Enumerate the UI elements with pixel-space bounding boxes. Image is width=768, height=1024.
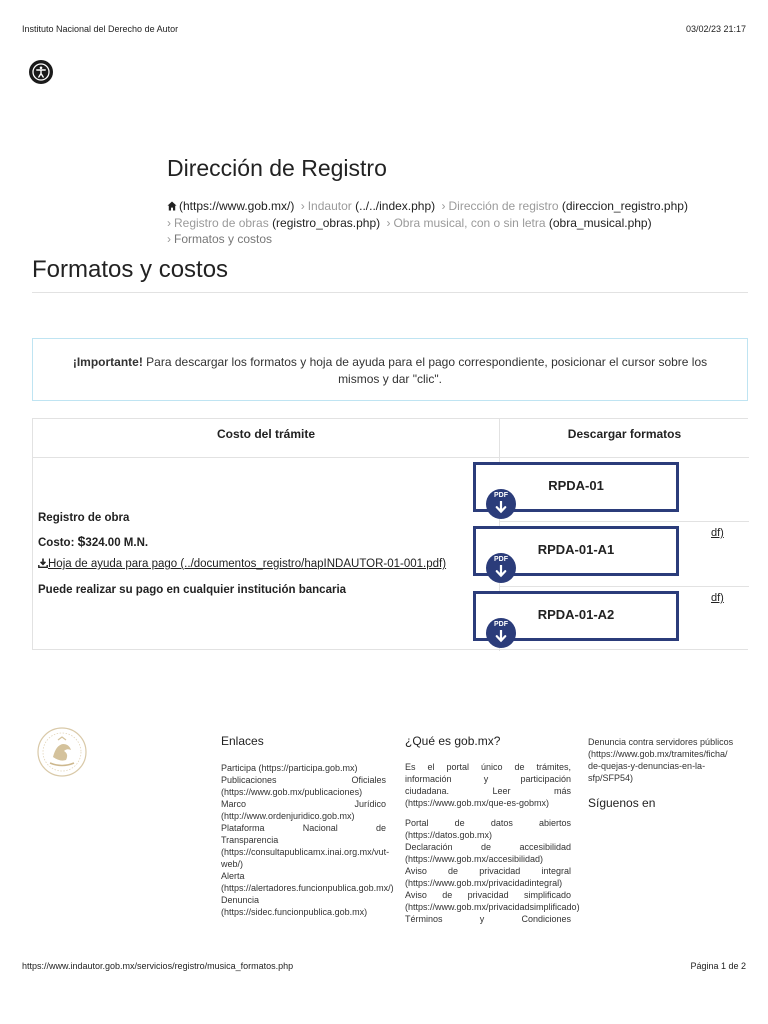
footer-link-privacidad-simplificado[interactable]: Aviso de privacidad simplificado bbox=[405, 890, 571, 900]
download-icon bbox=[38, 558, 48, 568]
footer-link-plataforma[interactable]: Plataforma Nacional de bbox=[221, 823, 386, 833]
breadcrumb-item-indautor[interactable]: Indautor bbox=[307, 199, 352, 213]
footer-about-text: información y participación bbox=[405, 774, 571, 784]
footer-link-url[interactable]: (https://www.gob.mx/accesibilidad) bbox=[405, 854, 544, 864]
footer-link-plataforma-2[interactable]: Transparencia bbox=[221, 835, 279, 845]
print-header bbox=[22, 24, 746, 34]
cost-symbol: $ bbox=[77, 533, 86, 549]
footer-link-privacidad-integral[interactable]: Aviso de privacidad integral bbox=[405, 866, 571, 876]
footer-link-datos[interactable]: Portal de datos abiertos bbox=[405, 818, 571, 828]
section-title: Dirección de Registro bbox=[167, 155, 387, 181]
pdf-download-icon bbox=[486, 489, 516, 519]
link-overflow-text[interactable]: df) bbox=[711, 527, 724, 539]
footer-links bbox=[221, 762, 394, 918]
footer-about-url[interactable]: (https://www.gob.mx/que-es-gobmx) bbox=[405, 798, 550, 808]
arrow-down-icon bbox=[495, 630, 507, 643]
table-header-divider bbox=[33, 457, 749, 458]
footer-about-text: Es el portal único de trámites, bbox=[405, 762, 571, 772]
footer-complaints bbox=[588, 736, 748, 784]
footer-complaint-url[interactable]: sfp/SFP54) bbox=[588, 773, 634, 783]
breadcrumb bbox=[167, 198, 747, 248]
cost-amount bbox=[77, 533, 149, 549]
home-icon[interactable] bbox=[167, 201, 177, 211]
alert-text: Para descargar los formatos y hoja de ayuda para el pago correspondiente, posicionar el cursor sobre los mismos y dar "clic". bbox=[142, 355, 708, 386]
footer-link-url[interactable]: (https://alertadores.funcionpublica.gob.mx/) bbox=[221, 883, 394, 893]
format-label: RPDA-01-A2 bbox=[537, 607, 615, 622]
format-button-rpda-01-a2[interactable] bbox=[473, 591, 679, 641]
pdf-badge-text: PDF bbox=[494, 621, 508, 628]
footer-follow-heading: Síguenos en bbox=[588, 796, 656, 810]
row-divider bbox=[500, 521, 749, 522]
chevron-right-icon: › bbox=[441, 199, 446, 213]
payment-note: Puede realizar su pago en cualquier institución bancaria bbox=[38, 584, 347, 596]
important-alert bbox=[32, 338, 748, 401]
breadcrumb-url[interactable]: (../../index.php) bbox=[355, 199, 436, 213]
row-divider bbox=[500, 586, 749, 587]
breadcrumb-item-direccion[interactable]: Dirección de registro bbox=[448, 199, 559, 213]
breadcrumb-item-registro-obras[interactable]: Registro de obras bbox=[174, 215, 269, 230]
footer-link-denuncia[interactable]: Denuncia bbox=[221, 895, 260, 905]
mexico-seal-logo bbox=[36, 726, 88, 778]
pdf-download-icon bbox=[486, 618, 516, 648]
table-header-cost: Costo del trámite bbox=[216, 427, 315, 441]
breadcrumb-home-url[interactable]: (https://www.gob.mx/) bbox=[179, 199, 295, 213]
accessibility-icon bbox=[32, 63, 50, 81]
pdf-badge-text: PDF bbox=[494, 492, 508, 499]
print-url: https://www.indautor.gob.mx/servicios/registro/musica_formatos.php bbox=[22, 961, 294, 971]
footer-link-url[interactable]: (https://www.gob.mx/publicaciones) bbox=[221, 787, 363, 797]
print-datetime: 03/02/23 21:17 bbox=[685, 24, 746, 34]
footer-link-publicaciones[interactable]: Publicaciones Oficiales bbox=[221, 775, 386, 785]
print-page-number: Página 1 de 2 bbox=[690, 961, 746, 971]
arrow-down-icon bbox=[495, 501, 507, 514]
pdf-badge-text: PDF bbox=[494, 556, 508, 563]
breadcrumb-url[interactable]: (obra_musical.php) bbox=[548, 215, 652, 230]
footer-about bbox=[405, 761, 580, 925]
print-site-name: Instituto Nacional del Derecho de Autor bbox=[22, 24, 179, 34]
chevron-right-icon: › bbox=[167, 232, 171, 246]
breadcrumb-url[interactable]: (direccion_registro.php) bbox=[561, 199, 688, 213]
footer-link-accesibilidad[interactable]: Declaración de accesibilidad bbox=[405, 842, 571, 852]
link-overflow-text[interactable]: df) bbox=[711, 592, 724, 604]
pdf-download-icon bbox=[486, 553, 516, 583]
cost-label: Costo: bbox=[38, 537, 75, 549]
print-footer bbox=[22, 961, 746, 971]
table-header-download: Descargar formatos bbox=[567, 427, 682, 441]
help-link[interactable]: Hoja de ayuda para pago (../documentos_registro/hapINDAUTOR-01-001.pdf) bbox=[48, 558, 447, 570]
cost-value: 324.00 M.N. bbox=[85, 537, 149, 549]
footer-link-alerta[interactable]: Alerta bbox=[221, 871, 245, 881]
chevron-right-icon: › bbox=[386, 215, 391, 230]
footer-complaint-link[interactable]: Denuncia contra servidores públicos bbox=[588, 737, 734, 747]
procedure-name: Registro de obra bbox=[38, 512, 130, 524]
footer-about-heading: ¿Qué es gob.mx? bbox=[405, 734, 501, 748]
footer-link-url[interactable]: (https://consultapublicamx.inai.org.mx/vut- bbox=[221, 847, 390, 857]
breadcrumb-url[interactable]: (registro_obras.php) bbox=[272, 215, 381, 230]
footer-link-url[interactable]: (https://www.gob.mx/privacidadsimplificado) bbox=[405, 902, 580, 912]
footer-link-participa[interactable]: Participa (https://participa.gob.mx) bbox=[221, 763, 358, 773]
footer-links-heading: Enlaces bbox=[221, 734, 264, 748]
breadcrumb-item-obra-musical[interactable]: Obra musical, con o sin letra bbox=[393, 215, 546, 230]
format-button-rpda-01[interactable] bbox=[473, 462, 679, 512]
footer-link-url[interactable]: web/) bbox=[221, 859, 244, 869]
breadcrumb-current: Formatos y costos bbox=[174, 232, 273, 246]
help-link-row[interactable] bbox=[38, 558, 446, 570]
alert-strong: ¡Importante! bbox=[72, 355, 143, 369]
arrow-down-icon bbox=[495, 565, 507, 578]
footer-complaint-url[interactable]: de-quejas-y-denuncias-en-la- bbox=[588, 761, 706, 771]
title-divider bbox=[32, 292, 748, 293]
cost-line bbox=[38, 533, 148, 549]
format-button-rpda-01-a1[interactable] bbox=[473, 526, 679, 576]
footer-about-read-more[interactable]: ciudadana. Leer más bbox=[405, 786, 571, 796]
footer-link-url[interactable]: (https://datos.gob.mx) bbox=[405, 830, 493, 840]
accessibility-button[interactable] bbox=[29, 60, 53, 84]
format-label: RPDA-01 bbox=[548, 478, 604, 493]
footer-link-terminos[interactable]: Términos y Condiciones bbox=[405, 914, 571, 924]
footer-link-url[interactable]: (https://sidec.funcionpublica.gob.mx) bbox=[221, 907, 368, 917]
page-title: Formatos y costos bbox=[32, 256, 229, 283]
chevron-right-icon: › bbox=[167, 215, 171, 230]
footer-link-url[interactable]: (https://www.gob.mx/privacidadintegral) bbox=[405, 878, 563, 888]
footer-complaint-url[interactable]: (https://www.gob.mx/tramites/ficha/ bbox=[588, 749, 728, 759]
format-label: RPDA-01-A1 bbox=[537, 542, 615, 557]
footer-link-marco[interactable]: Marco Jurídico bbox=[221, 799, 386, 809]
chevron-right-icon: › bbox=[300, 199, 305, 213]
footer-link-url[interactable]: (http://www.ordenjuridico.gob.mx) bbox=[221, 811, 355, 821]
